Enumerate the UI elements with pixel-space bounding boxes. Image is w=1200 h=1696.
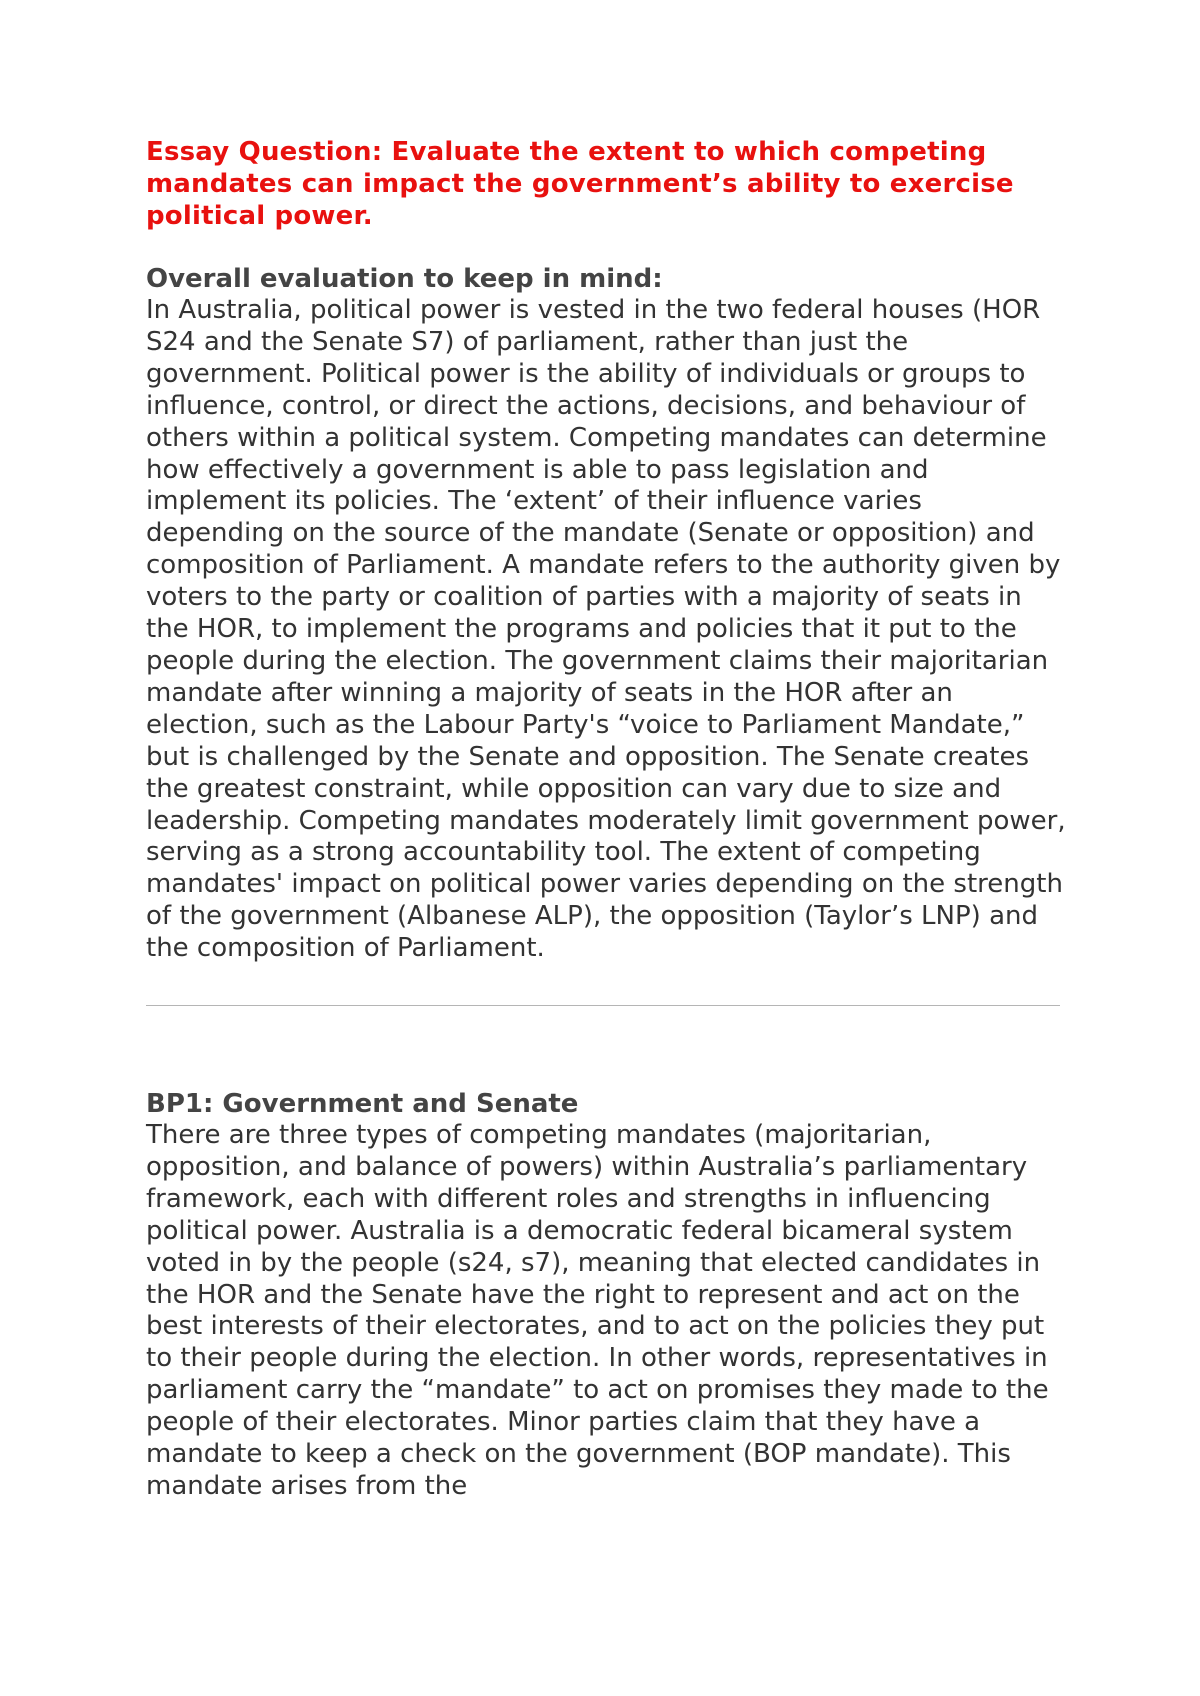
section-body: There are three types of competing mandates (majoritarian, opposition, and balance of powers) within Australia’s parliamentary framework, each with different roles and strengths in influencing political power. Australia is a democratic federal bicameral system voted in by the people (s24, s7), meaning that elected candidates in the HOR and the Senate have the right to represent and act on the best interests of their electorates, and to act on the policies they put to their people during the election. In other words, representatives in parliament carry the “mandate” to act on promises they made to the people of their electorates. Minor parties claim that they have a mandate to keep a check on the government (BOP mandate). This mandate arises from the xyxy=(146,1120,1049,1501)
essay-question: Essay Question: Evaluate the extent to which competing mandates can impact the government’s ability to exercise political power. xyxy=(146,137,1014,231)
section-heading: Overall evaluation to keep in mind: xyxy=(146,264,663,294)
overall-evaluation-section xyxy=(146,263,1066,965)
document-page xyxy=(146,136,1066,1503)
section-heading: BP1: Government and Senate xyxy=(146,1089,579,1120)
horizontal-divider xyxy=(146,1005,1060,1006)
bp1-section xyxy=(146,1088,1066,1503)
section-body: In Australia, political power is vested in the two federal houses (HOR S24 and the Senate S7) of parliament, rather than just the government. Political power is the ability of individuals or groups to influence, control, or direct the actions, decisions, and behaviour of others within a political system. Competing mandates can determine how effectively a government is able to pass legislation and implement its policies. The ‘extent’ of their influence varies depending on the source of the mandate (Senate or opposition) and composition of Parliament. A mandate refers to the authority given by voters to the party or coalition of parties with a majority of seats in the HOR, to implement the programs and policies that it put to the people during the election. The government claims their majoritarian mandate after winning a majority of seats in the HOR after an election, such as the Labour Party's “voice to Parliament Mandate,” but is challenged by the Senate and opposition. The Senate creates the greatest constraint, while opposition can vary due to size and leadership. Competing mandates moderately limit government power, serving as a strong accountability tool. The extent of competing mandates' impact on political power varies depending on the strength of the government (Albanese ALP), the opposition (Taylor’s LNP) and the composition of Parliament. xyxy=(146,295,1066,964)
